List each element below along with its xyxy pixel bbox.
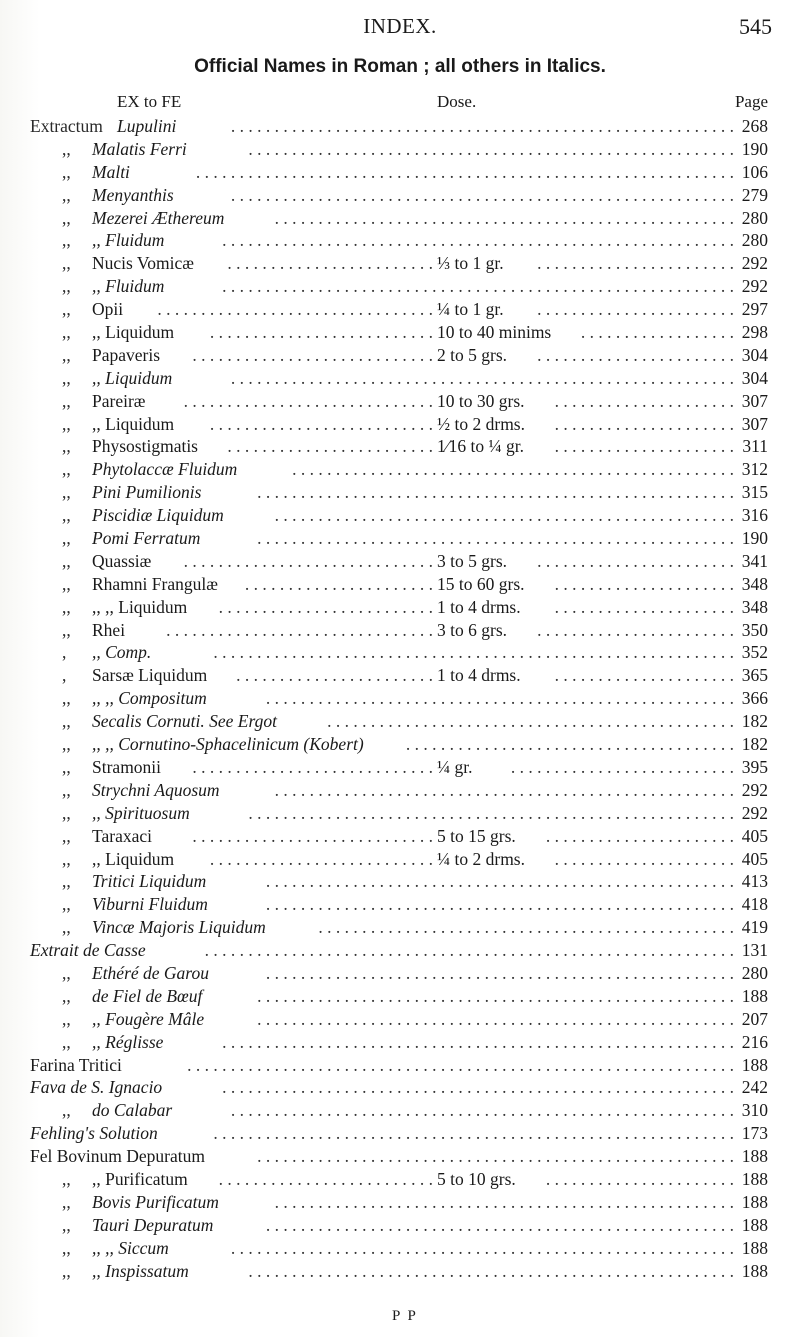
leader-dots: . . . . . . . . . . . . . . . . . . . . . . . . . . . . . . . . . . . . . . . . . . . . . . .: [327, 711, 734, 732]
leader-dots: . . . . . . . . . . . . . . . . . . . . . .: [545, 825, 734, 846]
index-entry: [0, 367, 800, 390]
entry-dose: ¼ to 2 drms.: [437, 848, 525, 869]
leader-dots: . . . . . . . . . . . . . . . . . . . . . . . . . . . . . . . . . . . . . . . . . . . . . . . . . . . . .: [274, 1191, 734, 1212]
entry-dose: 2 to 5 grs.: [437, 344, 507, 365]
index-entry: [0, 802, 800, 825]
index-entry: [0, 825, 800, 848]
index-entry: [0, 619, 800, 642]
entry-page: 418: [741, 894, 768, 915]
entry-name: de Fiel de Bœuf: [92, 985, 203, 1006]
index-entry: [0, 596, 800, 619]
entry-prefix: ,: [62, 642, 67, 663]
entry-name: Papaveris: [92, 344, 161, 365]
entry-prefix: ,,: [62, 459, 71, 480]
entry-name: ,, Fluidum: [92, 230, 165, 251]
entry-prefix: ,,: [62, 482, 71, 503]
entry-prefix: ,,: [62, 299, 71, 320]
index-entry: [0, 184, 800, 207]
leader-dots: . . . . . . . . . . . . . . . . . . . . . . . . . . . . .: [183, 550, 433, 571]
index-entry: [0, 1260, 800, 1283]
entry-name: Phytolaccæ Fluidum: [92, 459, 238, 480]
entry-name: Rhamni Frangulæ: [92, 573, 218, 594]
entry-page: 413: [741, 871, 768, 892]
entry-prefix: ,,: [62, 253, 71, 274]
leader-dots: . . . . . . . . . . . . . . . . . . . . . . . . . . . .: [192, 825, 433, 846]
index-entry: [0, 756, 800, 779]
column-headers: [0, 92, 800, 112]
entry-name: Secalis Cornuti. See Ergot: [92, 711, 278, 732]
entry-page: 365: [741, 665, 768, 686]
leader-dots: . . . . . . . . . . . . . . . . . . . . . . . .: [227, 436, 433, 457]
index-entry: [0, 710, 800, 733]
entry-page: 280: [741, 230, 768, 251]
entry-dose: 10 to 40 minims: [437, 322, 552, 343]
index-entry: [0, 413, 800, 436]
entry-page: 188: [741, 1237, 768, 1258]
entry-page: 188: [741, 1191, 768, 1212]
entry-page: 316: [741, 505, 768, 526]
entry-prefix: ,,: [62, 1031, 71, 1052]
leader-dots: . . . . . . . . . . . . . . . . . . . . . . . . . . . . . . . . . . . . . . . . . . . . . . . . . . . . . . . .: [248, 138, 734, 159]
index-entry: [0, 779, 800, 802]
entry-prefix: ,,: [62, 367, 71, 388]
entry-name: Sarsæ Liquidum: [92, 665, 208, 686]
entry-page: 182: [741, 734, 768, 755]
entry-page: 188: [741, 1214, 768, 1235]
leader-dots: . . . . . . . . . . . . . . . . . . . . . . . . . . . . . . . . . . . . . . . . . . . . . . . . . . . . . . . . . . . . . . .: [187, 1054, 734, 1075]
entry-prefix: ,,: [62, 596, 71, 617]
entry-page: 298: [741, 322, 768, 343]
leader-dots: . . . . . . . . . . . . . . . . . . . . . . .: [537, 550, 734, 571]
entry-page: 216: [741, 1031, 768, 1052]
index-entry: [0, 207, 800, 230]
entry-name: ,, Inspissatum: [92, 1260, 189, 1281]
entry-page: 350: [741, 619, 768, 640]
entry-name: Malti: [92, 161, 130, 182]
leader-dots: . . . . . . . . . . . . . . . . . . . . . . . . .: [218, 1168, 433, 1189]
entry-prefix: ,,: [62, 413, 71, 434]
entry-page: 188: [741, 1260, 768, 1281]
leader-dots: . . . . . . . . . . . . . . . . . . . . .: [554, 436, 734, 457]
entry-page: 242: [741, 1077, 768, 1098]
entry-prefix: ,,: [62, 390, 71, 411]
entry-prefix: ,,: [62, 711, 71, 732]
entry-name: Vincæ Majoris Liquidum: [92, 917, 266, 938]
index-entry: [0, 1145, 800, 1168]
entry-prefix: ,,: [62, 1191, 71, 1212]
leader-dots: . . . . . . . . . . . . . . . . . . . . . . . . . . . .: [192, 344, 433, 365]
entry-prefix: ,,: [62, 962, 71, 983]
entry-prefix: ,,: [62, 802, 71, 823]
entry-prefix: ,,: [62, 848, 71, 869]
entry-prefix: Extractum: [30, 116, 103, 136]
leader-dots: . . . . . . . . . . . . . . . . . . . . . . . . . . . . . . . . . . . . . . . . . . . . . . . . . . . . . . . . . .: [230, 1237, 734, 1258]
index-entry: [0, 1237, 800, 1260]
leader-dots: . . . . . . . . . . . . . . . . . . . . . . . . . . . . . . . . . . . . . . . . . . . . . . . . . . . . . . . . . . .: [222, 1077, 734, 1098]
entry-page: 280: [741, 207, 768, 228]
index-entry: [0, 893, 800, 916]
leader-dots: . . . . . . . . . . . . . . . . . . . . .: [554, 596, 734, 617]
index-entry: [0, 1168, 800, 1191]
entry-prefix: ,,: [62, 1008, 71, 1029]
entry-dose: 1 to 4 drms.: [437, 596, 521, 617]
index-entry: [0, 1076, 800, 1099]
leader-dots: . . . . . . . . . . . . . . . . . . . . . . . . . . . . . . . . . . . . . . . . . . . . . . . . . . . . . . . . . . . .: [213, 642, 734, 663]
entry-name: Pomi Ferratum: [92, 528, 201, 549]
entry-dose: 1 to 4 drms.: [437, 665, 521, 686]
entry-name: Strychni Aquosum: [92, 779, 220, 800]
entry-name: Mezerei Æthereum: [92, 207, 225, 228]
entry-name: Viburni Fluidum: [92, 894, 208, 915]
leader-dots: . . . . . . . . . . . . . . . . . . . . . . . . . . . . . . . . . . . . . .: [405, 734, 734, 755]
entry-page: 348: [741, 573, 768, 594]
entry-name: Tauri Depuratum: [92, 1214, 214, 1235]
leader-dots: . . . . . . . . . . . . . . . . . . . . . . . . . . . . . . . . . . . . . . . . . . . . . . . . . . . . . . . . . . . . .: [204, 940, 734, 961]
entry-prefix: ,,: [62, 528, 71, 549]
entry-dose: 3 to 6 grs.: [437, 619, 507, 640]
entry-prefix: ,,: [62, 573, 71, 594]
index-entry: [0, 344, 800, 367]
entry-name: Pini Pumilionis: [92, 482, 202, 503]
entry-prefix: ,,: [62, 207, 71, 228]
index-entry: [0, 939, 800, 962]
entry-prefix: ,,: [62, 1168, 71, 1189]
entry-name: Physostigmatis: [92, 436, 198, 457]
entry-name: Rhei: [92, 619, 126, 640]
entry-prefix: ,,: [62, 550, 71, 571]
entry-name: Extrait de Casse: [30, 940, 146, 961]
leader-dots: . . . . . . . . . . . . . . . . . . . . . . .: [236, 665, 433, 686]
index-entry: [0, 985, 800, 1008]
entry-page: 292: [741, 802, 768, 823]
leader-dots: . . . . . . . . . . . . . . . . . . . . . . .: [537, 619, 734, 640]
entry-prefix: ,,: [62, 756, 71, 777]
entry-name: ,, Liquidum: [92, 367, 173, 388]
leader-dots: . . . . . . . . . . . . . . . . . . . . . . . . . . . . . . . . . . . . . . . . . . . . . . . . . . . . . . . . . .: [230, 1100, 734, 1121]
page-header: Page: [734, 92, 768, 111]
leader-dots: . . . . . . . . . . . . . . . . . . . . . . . .: [227, 253, 433, 274]
entry-page: 348: [741, 596, 768, 617]
leader-dots: . . . . . . . . . . . . . . . . . . . . . . . . . . . . . . . . . . . . . . . . . . . . . . . . . . . . . .: [265, 1214, 734, 1235]
entry-name: Quassiæ: [92, 550, 152, 571]
entry-page: 188: [741, 1168, 768, 1189]
leader-dots: . . . . . . . . . . . . . . . . . . . . . . . . . .: [209, 848, 433, 869]
leader-dots: . . . . . . . . . . . . . . . . . . . . . . .: [537, 344, 734, 365]
entry-dose: ¼ to 1 gr.: [437, 299, 504, 320]
index-entry: [0, 848, 800, 871]
leader-dots: . . . . . . . . . . . . . . . . . . . . . . . . . .: [510, 756, 734, 777]
entry-prefix: ,,: [62, 276, 71, 297]
leader-dots: . . . . . . . . . . . . . . . . . . . . . . . . . . . . . . . . . . . . . . . . . . . . . . . . . . . . .: [274, 505, 734, 526]
entry-prefix: ,,: [62, 230, 71, 251]
index-entry: [0, 435, 800, 458]
leader-dots: . . . . . . . . . . . . . . . . . . . . . . . . . . . . . . . . . . . . . . . . . . . . . . . . . . . . . . .: [257, 1146, 734, 1167]
entry-name: ,, ,, Compositum: [92, 688, 207, 709]
leader-dots: . . . . . . . . . . . . . . . . . . . . . . . . . . . . . . . . . . . . . . . . . . . . . . . . . . . . . . . . . . . .: [213, 1123, 734, 1144]
index-entry: [0, 115, 800, 138]
entry-page: 352: [741, 642, 768, 663]
entry-page: 307: [741, 390, 768, 411]
running-header: [0, 14, 800, 40]
leader-dots: . . . . . . . . . . . . . . . . . . . . .: [554, 848, 734, 869]
entry-page: 419: [741, 917, 768, 938]
leader-dots: . . . . . . . . . . . . . . . . . . . . .: [554, 573, 734, 594]
entry-page: 292: [741, 253, 768, 274]
entry-name: ,, Réglisse: [92, 1031, 164, 1052]
entry-name: Fel Bovinum Depuratum: [30, 1146, 205, 1167]
leader-dots: . . . . . . . . . . . . . . . . . . . . . . . . . .: [209, 322, 433, 343]
entry-prefix: ,,: [62, 917, 71, 938]
index-entry: [0, 390, 800, 413]
entry-prefix: ,,: [62, 894, 71, 915]
entry-name: ,, ,, Cornutino-Sphacelinicum (Kobert): [92, 734, 364, 755]
index-entry: [0, 962, 800, 985]
entry-name: Pareiræ: [92, 390, 146, 411]
entry-name: ,, Liquidum: [92, 322, 175, 343]
index-entry: [0, 1031, 800, 1054]
entry-page: 106: [741, 161, 768, 182]
leader-dots: . . . . . . . . . . . . . . . . . . . . . . . . . . . . . . . . . . . . . . . . . . . . . . . . . . . . . . . . . . . . . .: [195, 161, 734, 182]
leader-dots: . . . . . . . . . . . . . . . . . . . . . . . . . . . . .: [183, 390, 433, 411]
entry-page: 307: [741, 413, 768, 434]
leader-dots: . . . . . . . . . . . . . . . . . . . . . . . . . . . . . . . . . . . . . . . . . . . . . . . . . . . . .: [274, 207, 734, 228]
entry-page: 190: [741, 528, 768, 549]
leader-dots: . . . . . . . . . . . . . . . . . . . . . . . . . . . . . . . . . . . . . . . . . . . . . . . . . . . . . .: [265, 871, 734, 892]
leader-dots: . . . . . . . . . . . . . . . . . . . . . . . . . . . . . . . . . . . . . . . . . . . . . . . . . . . . . . .: [257, 482, 734, 503]
index-entry: [0, 527, 800, 550]
index-entry: [0, 252, 800, 275]
entry-dose: ⅓ to 1 gr.: [437, 253, 504, 274]
entry-name: Malatis Ferri: [92, 138, 187, 159]
leader-dots: . . . . . . . . . . . . . . . . . . . . . .: [545, 1168, 734, 1189]
entry-name: Ethéré de Garou: [92, 962, 209, 983]
entry-page: 173: [741, 1123, 768, 1144]
entry-page: 292: [741, 276, 768, 297]
entry-page: 188: [741, 1146, 768, 1167]
leader-dots: . . . . . . . . . . . . . . . . . . . . . . . . . . . . . . . . . . . . . . . . . . . . . . . . . . . . . .: [265, 894, 734, 915]
entry-prefix: ,,: [62, 138, 71, 159]
entry-prefix: ,,: [62, 779, 71, 800]
index-entry: [0, 664, 800, 687]
entry-name: Piscidiæ Liquidum: [92, 505, 224, 526]
entry-page: 268: [741, 116, 768, 136]
leader-dots: . . . . . . . . . . . . . . . . . . . . . . . . . . . . . . . . . . . . . . . . . . . . . . . . . . . . . . . . . .: [230, 184, 734, 205]
entry-page: 190: [741, 138, 768, 159]
entry-prefix: ,,: [62, 344, 71, 365]
leader-dots: . . . . . . . . . . . . . . . . . . . . . . . . . . . .: [192, 756, 433, 777]
index-entry: [0, 1191, 800, 1214]
entry-name: Bovis Purificatum: [92, 1191, 219, 1212]
index-entry: [0, 458, 800, 481]
entry-page: 292: [741, 779, 768, 800]
index-entry: [0, 161, 800, 184]
index-entry: [0, 298, 800, 321]
index-entry: [0, 641, 800, 664]
index-entry: [0, 1122, 800, 1145]
entry-dose: 15 to 60 grs.: [437, 573, 525, 594]
leader-dots: . . . . . . . . . . . . . . . . . . . . . . . . . . . . . . . . . . . . . . . . . . . . . . . . . . . . . . . . . . .: [222, 230, 734, 251]
entry-prefix: ,,: [62, 1100, 71, 1121]
leader-dots: . . . . . . . . . . . . . . . . . . . . .: [554, 390, 734, 411]
entry-name: ,, Spirituosum: [92, 802, 190, 823]
leader-dots: . . . . . . . . . . . . . . . . . . . . . . . . . . . . . . . . . . . . . . . . . . . . . . . . . . . . . .: [265, 962, 734, 983]
index-entry: [0, 481, 800, 504]
index-entry: [0, 1054, 800, 1077]
entry-name: ,, Fluidum: [92, 276, 165, 297]
leader-dots: . . . . . . . . . . . . . . . . . . . . . . . . . . . . . . . . . . . . . . . . . . . . . . . . . . . . . . . . . .: [230, 116, 734, 136]
entry-page: 366: [741, 688, 768, 709]
entry-name: ,, ,, Liquidum: [92, 596, 188, 617]
index-entry: [0, 687, 800, 710]
entry-page: 182: [741, 711, 768, 732]
entry-name: Opii: [92, 299, 124, 320]
index-entry: [0, 1008, 800, 1031]
entry-name: Tritici Liquidum: [92, 871, 207, 892]
range-header: EX to FE: [117, 92, 182, 111]
entry-dose: ½ to 2 drms.: [437, 413, 525, 434]
dose-header: Dose.: [437, 92, 477, 111]
entry-prefix: ,,: [62, 985, 71, 1006]
entry-dose: 10 to 30 grs.: [437, 390, 525, 411]
leader-dots: . . . . . . . . . . . . . . . . . . . . . . . . . .: [209, 413, 433, 434]
leader-dots: . . . . . . . . . . . . . . . . . . . . . . .: [537, 253, 734, 274]
signature-mark: P P: [392, 1308, 418, 1324]
leader-dots: . . . . . . . . . . . . . . . . . . . . . . . . . . . . . . . . . . . . . . . . . . . . . . . . . . . . . . . . . . .: [222, 1031, 734, 1052]
leader-dots: . . . . . . . . . . . . . . . . . . . . . . . . . . . . . . . .: [157, 299, 433, 320]
index-entry: [0, 1099, 800, 1122]
leader-dots: . . . . . . . . . . . . . . . . . . . . .: [554, 413, 734, 434]
entry-name: Fehling's Solution: [30, 1123, 158, 1144]
entry-prefix: ,,: [62, 436, 71, 457]
entry-prefix: ,,: [62, 1237, 71, 1258]
leader-dots: . . . . . . . . . . . . . . . . . . . . . . . . . . . . . . . . . . . . . . . . . . . . . . . . . . . . .: [274, 779, 734, 800]
entry-prefix: ,,: [62, 322, 71, 343]
leader-dots: . . . . . . . . . . . . . . . . . . . . . . . . . . . . . . . . . . . . . . . . . . . . . . . .: [318, 917, 734, 938]
entry-dose: 3 to 5 grs.: [437, 550, 507, 571]
entry-prefix: ,,: [62, 734, 71, 755]
entry-page: 207: [741, 1008, 768, 1029]
leader-dots: . . . . . . . . . . . . . . . . . .: [580, 322, 734, 343]
leader-dots: . . . . . . . . . . . . . . . . . . . . . . . . . . . . . . . . . . . . . . . . . . . . . . . . . . .: [292, 459, 734, 480]
leader-dots: . . . . . . . . . . . . . . . . . . . . . . . . . . . . . . . . . . . . . . . . . . . . . . . . . . . . . . . . . . .: [222, 276, 734, 297]
entry-prefix: ,: [62, 665, 67, 686]
index-entry: [0, 321, 800, 344]
entry-name: ,, Liquidum: [92, 848, 175, 869]
entry-name: ,, Fougère Mâle: [92, 1008, 205, 1029]
entry-page: 297: [741, 299, 768, 320]
entry-page: 315: [741, 482, 768, 503]
leader-dots: . . . . . . . . . . . . . . . . . . . . .: [554, 665, 734, 686]
entry-name: Lupulini: [117, 116, 177, 136]
leader-dots: . . . . . . . . . . . . . . . . . . . . . . . . . . . . . . . . . . . . . . . . . . . . . . . . . . . . . .: [265, 688, 734, 709]
index-entry: [0, 916, 800, 939]
index-entry: [0, 138, 800, 161]
entry-prefix: ,,: [62, 161, 71, 182]
entry-name: Menyanthis: [92, 184, 174, 205]
entry-prefix: ,,: [62, 184, 71, 205]
entry-page: 310: [741, 1100, 768, 1121]
entry-prefix: ,,: [62, 871, 71, 892]
entry-name: ,, ,, Siccum: [92, 1237, 169, 1258]
entry-name: Nucis Vomicæ: [92, 253, 194, 274]
entry-page: 395: [741, 756, 768, 777]
entry-prefix: ,,: [62, 505, 71, 526]
entry-dose: ¼ gr.: [437, 756, 473, 777]
leader-dots: . . . . . . . . . . . . . . . . . . . . . . . . . . . . . . .: [166, 619, 433, 640]
entry-dose: 1⁄16 to ¼ gr.: [437, 436, 525, 457]
page-number: 545: [739, 14, 772, 39]
leader-dots: . . . . . . . . . . . . . . . . . . . . . . . . . . . . . . . . . . . . . . . . . . . . . . . . . . . . . . . .: [248, 1260, 734, 1281]
entry-prefix: ,,: [62, 619, 71, 640]
index-entry: [0, 573, 800, 596]
entry-dose: 5 to 10 grs.: [437, 1168, 516, 1189]
entry-name: Fava de S. Ignacio: [30, 1077, 163, 1098]
entry-prefix: ,,: [62, 1260, 71, 1281]
entry-prefix: ,,: [62, 825, 71, 846]
leader-dots: . . . . . . . . . . . . . . . . . . . . . . .: [537, 299, 734, 320]
entry-name: Stramonii: [92, 756, 162, 777]
entry-name: ,, Purificatum: [92, 1168, 188, 1189]
entry-prefix: ,,: [62, 1214, 71, 1235]
leader-dots: . . . . . . . . . . . . . . . . . . . . . .: [244, 573, 433, 594]
leader-dots: . . . . . . . . . . . . . . . . . . . . . . . . . . . . . . . . . . . . . . . . . . . . . . . . . . . . . . . . . .: [230, 367, 734, 388]
entry-name: Farina Tritici: [30, 1054, 122, 1075]
index-entry: [0, 229, 800, 252]
index-entry: [0, 870, 800, 893]
index-entry: [0, 550, 800, 573]
entry-page: 304: [741, 367, 768, 388]
entry-name: ,, Comp.: [92, 642, 152, 663]
entry-page: 304: [741, 344, 768, 365]
entry-page: 131: [741, 940, 768, 961]
page-title: INDEX.: [363, 14, 437, 38]
leader-dots: . . . . . . . . . . . . . . . . . . . . . . . . . . . . . . . . . . . . . . . . . . . . . . . . . . . . . . . .: [248, 802, 734, 823]
entry-page: 405: [741, 848, 768, 869]
index-entry: [0, 1214, 800, 1237]
entry-page: 280: [741, 962, 768, 983]
entry-page: 312: [741, 459, 768, 480]
entry-name: do Calabar: [92, 1100, 173, 1121]
entry-dose: 5 to 15 grs.: [437, 825, 516, 846]
entry-prefix: ,,: [62, 688, 71, 709]
leader-dots: . . . . . . . . . . . . . . . . . . . . . . . . . . . . . . . . . . . . . . . . . . . . . . . . . . . . . . .: [257, 1008, 734, 1029]
entry-page: 279: [741, 184, 768, 205]
entry-page: 405: [741, 825, 768, 846]
index-entry: [0, 733, 800, 756]
index-subtitle: Official Names in Roman ; all others in Italics.: [194, 56, 606, 77]
entry-name: Taraxaci: [92, 825, 152, 846]
index-entry: [0, 275, 800, 298]
leader-dots: . . . . . . . . . . . . . . . . . . . . . . . . . . . . . . . . . . . . . . . . . . . . . . . . . . . . . . .: [257, 985, 734, 1006]
entry-page: 188: [741, 985, 768, 1006]
leader-dots: . . . . . . . . . . . . . . . . . . . . . . . . . . . . . . . . . . . . . . . . . . . . . . . . . . . . . . .: [257, 528, 734, 549]
entry-page: 311: [742, 436, 768, 457]
leader-dots: . . . . . . . . . . . . . . . . . . . . . . . . .: [218, 596, 433, 617]
entry-page: 188: [741, 1054, 768, 1075]
entry-page: 341: [741, 550, 768, 571]
index-entry: [0, 504, 800, 527]
entry-name: ,, Liquidum: [92, 413, 175, 434]
index-entries: [0, 115, 800, 1282]
